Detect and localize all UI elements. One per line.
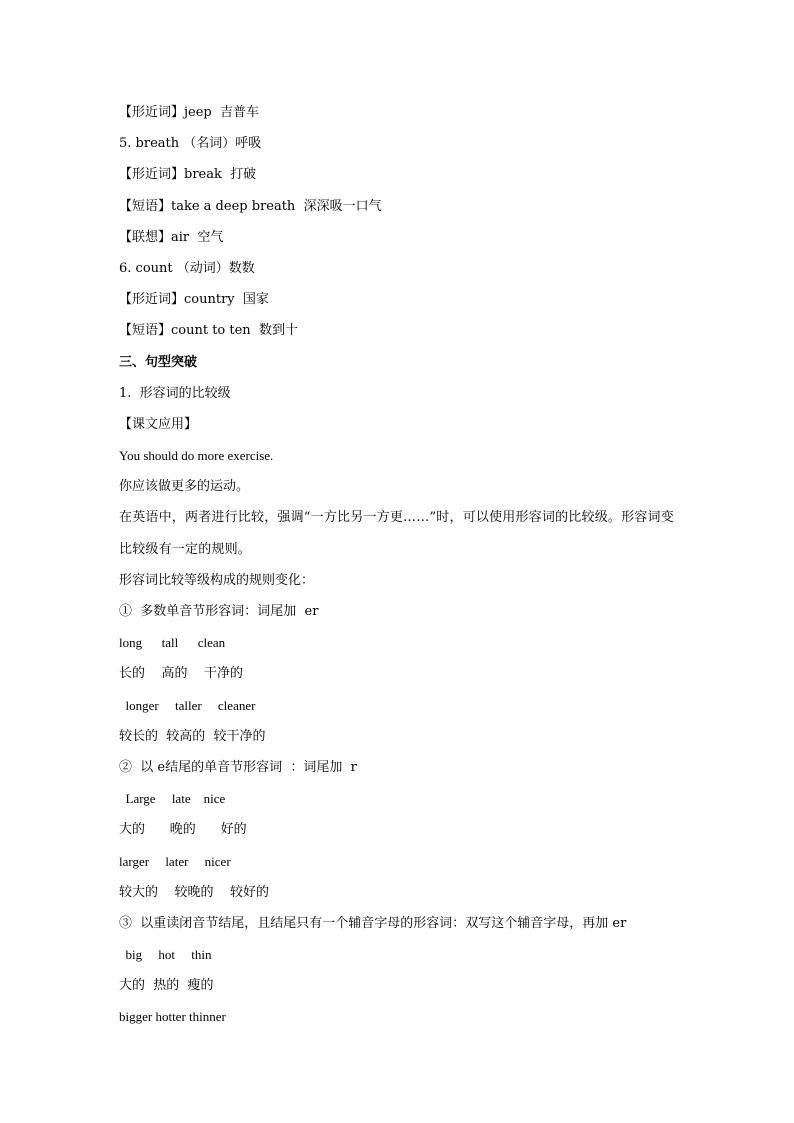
similar-word-jeep: 【形近词】jeep 吉普车 [119,105,260,120]
subsection-title: 1. 形容词的比较级 [119,385,231,401]
association-air: 【联想】air 空气 [119,229,224,245]
rule-1-comparative-meanings: 较长的 较高的 较干净的 [119,728,266,744]
section-heading: 三、句型突破 [119,354,198,370]
rule-2: ② 以 e结尾的单音节形容词 ：词尾加 r [119,759,357,775]
phrase-deep-breath: 【短语】take a deep breath 深深吸一口气 [119,198,382,214]
rule-1-base-words: long tall clean [119,635,226,651]
rule-3-base-words: big hot thin [119,947,212,963]
rule-3: ③ 以重读闭音节结尾，且结尾只有一个辅音字母的形容词：双写这个辅音字母，再加 er [119,915,627,931]
vocab-item-breath: 5. breath （名词）呼吸 [119,136,262,152]
rule-2-base-meanings: 大的 晚的 好的 [119,822,247,838]
rule-2-base-words: Large late nice [119,791,226,807]
explanation-paragraph: 在英语中，两者进行比较，强调“一方比另一方更……”时，可以使用形容词的比较级。形容词变比较级有一定的规则。 [119,510,674,557]
similar-word-break: 【形近词】break 打破 [119,167,257,183]
rule-3-comparative-words: bigger hotter thinner [119,1009,226,1025]
rule-2-comparative-words: larger later nicer [119,853,231,869]
rule-1-comparative-words: longer taller cleaner [119,697,256,713]
rule-intro: 形容词比较等级构成的规则变化： [119,572,315,588]
example-sentence-en: You should do more exercise. [119,448,274,464]
document-page [119,97,679,1033]
similar-word-country: 【形近词】country 国家 [119,292,269,308]
rule-2-comparative-meanings: 较大的 较晚的 较好的 [119,884,270,900]
rule-3-base-meanings: 大的 热的 瘦的 [119,978,214,994]
rule-1: ① 多数单音节形容词：词尾加 er [119,604,319,620]
example-sentence-zh: 你应该做更多的运动。 [119,479,250,495]
phrase-count-to-ten: 【短语】count to ten 数到十 [119,323,298,339]
text-application-label: 【课文应用】 [119,416,198,432]
rule-1-base-meanings: 长的 高的 干净的 [119,666,244,682]
vocab-item-count: 6. count （动词）数数 [119,260,255,276]
